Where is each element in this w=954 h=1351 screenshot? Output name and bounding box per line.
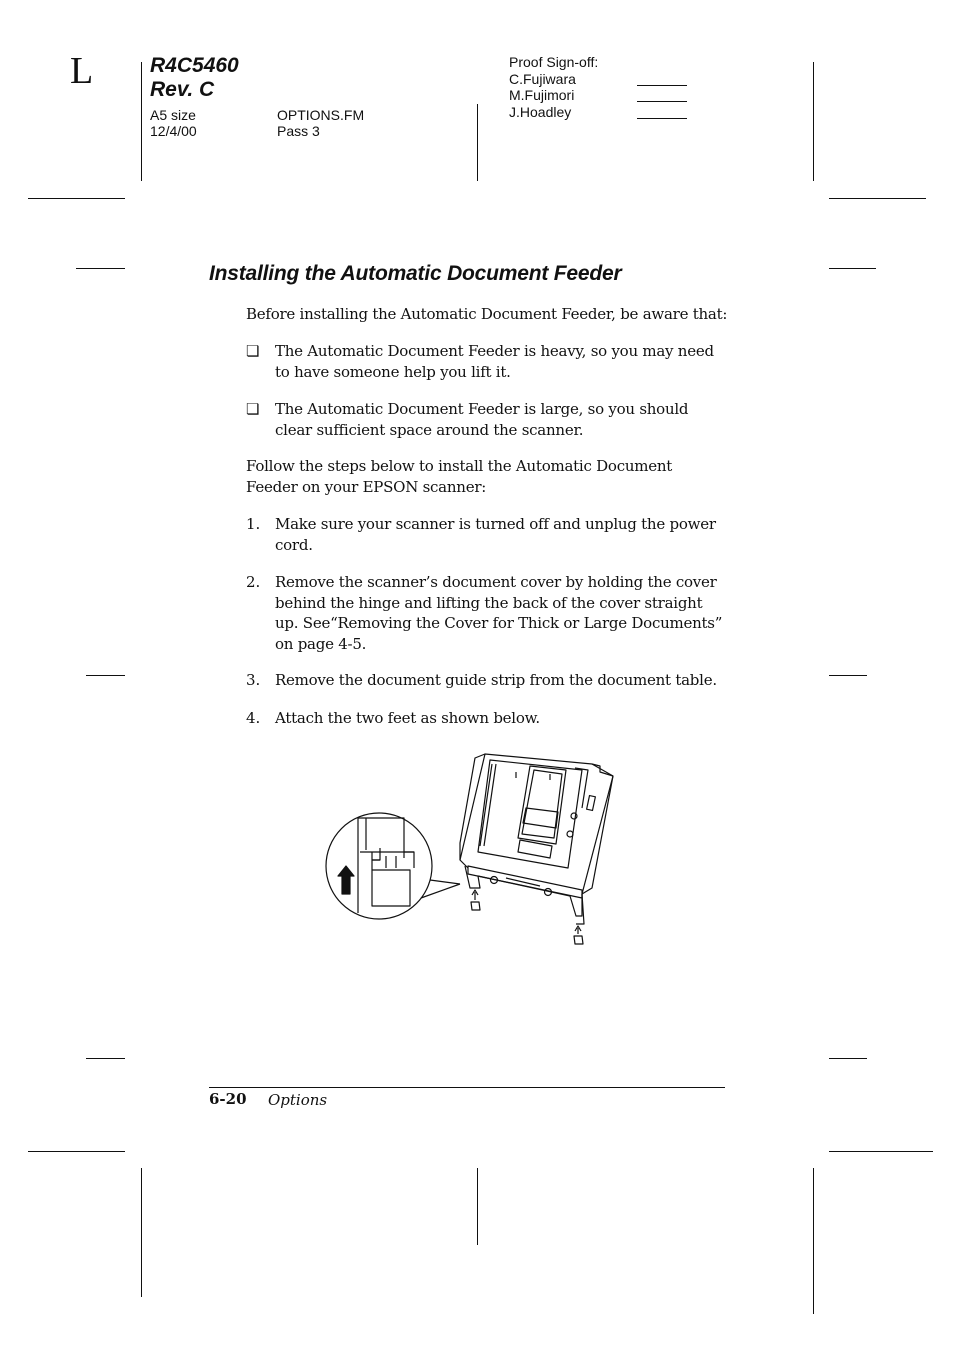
signature-line [637,101,687,102]
model-number: R4C5460 [150,54,239,77]
bullet-item: The Automatic Document Feeder is heavy, so you may need to have someone help you lift it. [275,342,714,381]
model-title [150,54,239,102]
section-name: Options [268,1091,328,1109]
crop-mark [829,1151,933,1152]
crop-mark [477,1168,478,1245]
signer-name: J.Hoadley [509,104,572,120]
signer-name: M.Fujimori [509,87,575,103]
crop-mark [477,104,478,181]
page-size: A5 size [150,107,196,123]
checkbox-bullet-icon: ❏ [246,400,260,418]
crop-mark [28,198,125,199]
crop-mark [86,675,125,676]
adf-feet-installation-illustration [320,748,620,953]
crop-mark [813,1168,814,1314]
step-text: Remove the document guide strip from the document table. [275,671,717,689]
crop-mark [813,62,814,181]
signer-name: C.Fujiwara [509,71,576,87]
crop-mark [28,1151,125,1152]
signature-line [637,85,687,86]
section-heading: Installing the Automatic Document Feeder [209,262,622,285]
crop-mark [829,268,876,269]
crop-mark [829,1058,867,1059]
step-text: Attach the two feet as shown below. [275,709,540,727]
checkbox-bullet-icon: ❏ [246,342,260,360]
step-number: 2. [246,573,261,591]
step-number: 3. [246,671,261,689]
page-side-letter: L [70,50,94,92]
file-name: OPTIONS.FM [277,107,365,123]
page-number: 6-20 [209,1090,247,1108]
crop-mark [829,675,867,676]
print-date: 12/4/00 [150,123,197,139]
step-number: 1. [246,515,261,533]
steps-intro: Follow the steps below to install the Automatic Document Feeder on your EPSON scanner: [246,457,673,496]
signature-line [637,118,687,119]
crop-mark [76,268,125,269]
crop-mark [86,1058,125,1059]
pass-number: Pass 3 [277,123,320,139]
footer-rule [209,1087,725,1088]
crop-mark [141,62,142,181]
proof-signoff-title: Proof Sign-off: [509,54,599,70]
crop-mark [141,1168,142,1297]
bullet-item: The Automatic Document Feeder is large, so you should clear sufficient space around the scanner. [275,400,689,439]
step-text: Remove the scanner’s document cover by holding the cover behind the hinge and lifting the back of the cover straight up. See“Removing the Cover for Thick or Large Documents” on page 4-5. [275,573,723,653]
intro-paragraph: Before installing the Automatic Document Feeder, be aware that: [246,305,728,323]
revision: Rev. C [150,78,215,101]
step-text: Make sure your scanner is turned off and unplug the power cord. [275,515,716,554]
crop-mark [829,198,926,199]
step-number: 4. [246,709,261,727]
